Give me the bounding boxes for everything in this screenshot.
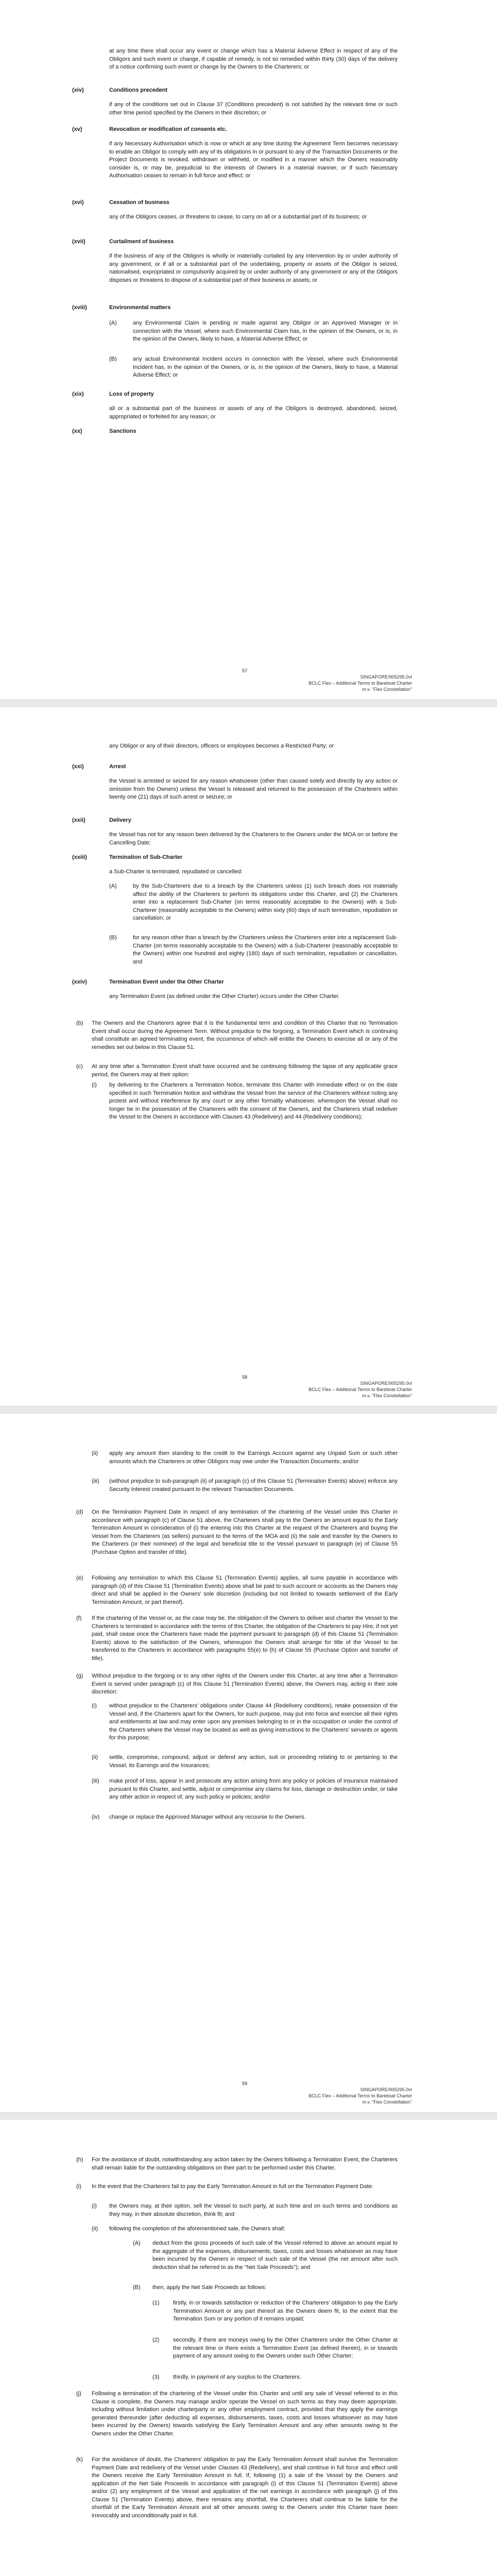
c-item-body-ii: apply any amount then standing to the credit to the Earnings Account against any Unpaid Sum or such other amounts which the Charterers or other Obligors may owe under the Transaction Documents; and/or [109,1450,398,1465]
item-number-xvi: (xvi) [72,199,84,206]
b-list-number-1: (1) [152,2300,160,2306]
sub-charter-body-b: for any reason other than a breach by the Charterers unless the Charterers enter into a replacement Sub-Charter (on terms reasonably acceptable to the Owners) with a Sub-Charterer (reasonably acceptable to the Owners) within one hundred and eighty (180) days of such termination, repudiation or cancellation, and [133,935,398,965]
intro-paragraph: any Obligor or any of their directors, officers or employees becomes a Restricted Party; or [109,743,334,749]
c-item-number-i: (i) [92,1082,97,1088]
b-list-body-1: firstly, in or towards satisfaction or reduction of the Charterers' obligation to pay the Early Termination Amount or any part thereof as the Owners deem fit, to the extent that the Termination Sum or any portion of it remains unpaid; [173,2300,398,2322]
clause-number-f: (f) [76,1615,82,1621]
item-heading-delivery: Delivery [109,817,131,823]
document-page-60 [0,2120,497,2576]
clause-body-h: For the avoidance of doubt, notwithstanding any action taken by the Owners following a Termination Event, the Charterers shall remain liable for the outstanding obligations on their part to be performed under this Charter. [92,2157,398,2171]
reference-line-1: SINGAPORE/905295.0vI [360,1381,412,1386]
item-heading-revocation: Revocation or modification of consents etc. [109,126,227,132]
b-list-body-3: thirdly, in payment of any surplus to the Charterers. [173,2374,301,2380]
c-item-number-ii: (ii) [92,1450,98,1456]
clause-body-i: In the event that the Charterers fail to pay the Early Termination Amount in full on the Termination Payment Date: [92,2183,373,2190]
item-number-xx: (xx) [72,428,82,434]
item-number-xxii: (xxii) [72,817,85,823]
page-separator [0,1406,497,1414]
document-reference [309,674,412,692]
item-body-delivery: the Vessel has not for any reason been delivered by the Charterers to the Owners under the MOA on or before the Cancelling Date; [109,832,398,846]
clause-body-e: Following any termination to which this Clause 51 (Termination Events) applies, all sums payable in accordance with paragraph (d) of this Clause 51 (Termination Events) above shall be paid to such account or accounts as the Owners may direct and shall be applied in the Owners' sole discretion (including but not limited to towards settlement of the Early Termination Amount, or part thereof). [92,1575,398,1605]
clause-body-b: The Owners and the Charterers agree that it is the fundamental term and condition of this Charter that no Termination Event shall occur during the Agreement Term. Without prejudice to the forgoing, a Termination Event which is continuing shall constitute an agreed terminating event, the occurrence of which will entitle the Owners to exercise all or any of the remedies set out below in this Clause 51. [92,1020,398,1050]
clause-number-g: (g) [76,1673,83,1679]
clause-body-d: On the Termination Payment Date in respect of any termination of the chartering of the Vessel under this Charter in accordance with paragraph (c) of Clause 51 above, the Charterers shall pay to the Owners an amount equal to the Early Termination Amount in consideration of (i) the entering into this Charter at the request of the Charterers and buying the Vessel from the Charterers (as sellers) pursuant to the terms of the MOA and (ii) the sale and transfer by the Owners to the Charterers (or their nominee) of the legal and beneficial title to the Vessel pursuant to paragraph (e) of Clause 55 (Purchase Option and transfer of title). [92,1509,398,1555]
i-item-number-i: (i) [92,2203,97,2209]
item-body-curtailment: if the business of any of the Obligors is wholly or materially curtailed by any intervention by or under authority of any government, or if all or a substantial part of the undertaking, property or assets of the Obligor is seized, nationalised, expropriated or compulsorily acquired by or under authority of any government or any of the Obligors disposes or threatens to dispose of a substantial part of their business or assets; or [109,253,398,283]
item-heading-other-charter: Termination Event under the Other Charter [109,979,224,985]
c-item-body-iii: (without prejudice to sub-paragraph (ii) of paragraph (c) of this Clause 51 (Termination Events) above) enforce any Security Interest created pursuant to the relevant Transaction Documents. [109,1478,398,1493]
reference-line-2: BCLC Flex – Additional Terms to Bareboat Charter [309,681,412,686]
g-item-body-i: without prejudice to the Charterers' obligations under Clause 44 (Redelivery conditions), retake possession of the Vessel and, if the Charterers apart for the Owners, for such purpose, may put into force and exercise all their rights and entitlements at law and may enter upon any premises belonging to or in the occupation or under the control of the Charterers where the Vessel may be located as well as giving instructions to the Charterers' servants or agents for this purpose; [109,1703,398,1741]
item-heading-sanctions: Sanctions [109,428,136,434]
clause-body-k: For the avoidance of doubt, the Charterers' obligation to pay the Early Termination Amount shall survive the Termination Payment Date and redelivery of the Vessel under Clauses 43 (Redelivery), and shall continue in full force and effect until the Owners receive the Early Termination Amount in full. If, following (1) a sale of the Vessel by the Owners and application of the Net Sale Proceeds in accordance with paragraph (i) of this Clause 51 (Termination Events) above and/or (2) any employment of the Vessel and application of the net earnings in accordance with paragraph (j) of this Clause 51 (Termination Events) above, there remains any shortfall, the Charterers shall continue to be liable for the shortfall of the Early Termination Amount and all other amounts owing to the Owners under this Charter have been irrevocably and unconditionally paid in full. [92,2456,398,2519]
page-separator [0,2112,497,2121]
item-number-xviii: (xviii) [72,304,87,311]
item-number-xix: (xix) [72,391,84,397]
page-separator [0,700,497,708]
clause-number-k: (k) [76,2456,83,2463]
c-item-number-iii: (iii) [92,1478,99,1484]
b-list-body-2: secondly, if there are moneys owing by the Other Charterers under the Other Charter at the relevant time or there exists a Termination Event (as defined therein), in or towards payment of any amount owing to the Owners under such Other Charter; [173,2337,398,2359]
item-number-xiv: (xiv) [72,87,84,93]
item-heading-environmental: Environmental matters [109,304,171,311]
ii-sub-body-a: deduct from the gross proceeds of such sale of the Vessel referred to above an amount equal to the aggregate of the expenses, disbursements, taxes, costs and losses whatsoever as may have been incurred by the Owners in respect of such sale of the Vessel (the net amount after such deduction shall be referred to as the "Net Sale Proceeds"); and [152,2240,398,2270]
env-sub-body-b: any actual Environmental Incident occurs in connection with the Vessel, where such Environmental Incident has, in the opinion of the Owners, or is, in the opinion of the Owners, likely to have, a Material Adverse Effect; or [133,356,398,378]
reference-line-2: BCLC Flex – Additional Terms to Bareboat Charter [309,2093,412,2098]
g-item-body-iv: change or replace the Approved Manager without any recourse to the Owners. [109,1814,306,1820]
sub-charter-number-a: (A) [109,883,117,889]
g-item-number-iii: (iii) [92,1778,99,1784]
sub-charter-body-a: by the Sub-Charterers due to a breach by the Charterers unless (1) such breach does not materially affect the ability of the Charterers to perform its obligations under this Charter, and (2) the Charterers enter into a replacement Sub-Charter (on terms reasonably acceptable to the Owners) with a Sub-Charterer (reasonably acceptable to the Owners) within sixty (60) days of such termination, repudiation or cancellation; or [133,883,398,921]
item-number-xxi: (xxi) [72,764,84,770]
clause-number-d: (d) [76,1509,83,1515]
g-item-number-iv: (iv) [92,1814,100,1820]
page-number: 57 [242,668,247,673]
clause-body-c: At any time after a Termination Event shall have occurred and be continuing following the lapse of any applicable grace period, the Owners may at their option: [92,1063,398,1078]
b-list-number-3: (3) [152,2374,160,2380]
item-heading-loss-of-property: Loss of property [109,391,154,397]
clause-number-c: (c) [76,1063,83,1070]
g-item-body-iii: make proof of loss, appear in and prosecute any action arising from any policy or policies of insurance maintained pursuant to this Charter, and settle, adjust or compromise any claims for loss, damage or destruction under, or take any other action in respect of, any such policy or policies; and/or [109,1778,398,1800]
env-sub-number-a: (A) [109,320,117,326]
i-item-body-i: the Owners may, at their option, sell the Vessel to such party, at such time and on such terms and conditions as they may, in their absolute discretion, think fit; and [109,2203,398,2217]
env-sub-body-a: any Environmental Claim is pending or made against any Obligor or an Approved Manager or in connection with the Vessel, where such Environmental Claim has, in the opinion of the Owners, or is, in the opinion of the Owners, likely to have, a Material Adverse Effect; or [133,320,398,342]
item-heading-sub-charter: Termination of Sub-Charter [109,854,183,860]
item-heading-arrest: Arrest [109,764,126,770]
clause-number-j: (j) [76,2391,81,2397]
item-heading-curtailment: Curtailment of business [109,239,174,245]
page-number: 58 [242,1375,247,1380]
i-item-body-ii: following the completion of the aforementioned sale, the Owners shall: [109,2226,285,2232]
document-reference [309,1380,412,1399]
item-body-sub-charter: a Sub-Charter is terminated, repudiated or cancelled: [109,869,243,875]
item-number-xxiv: (xxiv) [72,979,87,985]
clause-body-g: Without prejudice to the forgoing or to any other rights of the Owners under this Charter, at any time after a Termination Event is served under paragraph (c) of this Clause 51 (Termination Events) above, the Owners may, acting in their sole discretion: [92,1673,398,1695]
g-item-number-ii: (ii) [92,1754,98,1760]
item-number-xxiii: (xxiii) [72,854,87,860]
ii-sub-number-b: (B) [133,2284,141,2291]
reference-line-3: m.v. "Flex Constellation" [362,2099,412,2105]
reference-line-1: SINGAPORE/905295.0vI [360,2087,412,2092]
reference-line-2: BCLC Flex – Additional Terms to Bareboat Charter [309,1387,412,1392]
item-body-other-charter: any Termination Event (as defined under the Other Charter) occurs under the Other Charter. [109,993,340,999]
b-list-number-2: (2) [152,2337,160,2343]
clause-number-b: (b) [76,1020,83,1026]
env-sub-number-b: (B) [109,356,117,362]
document-page-58 [0,707,497,1406]
item-body-revocation: if any Necessary Authorisation which is now or which at any time during the Agreement Term becomes necessary to enable an Obligor to comply with any of its obligations in or pursuant to any of the Transaction Documents or the Project Documents is revoked, withdrawn or withheld, or modified in a manner which the Owners reasonably consider is, or may be, prejudicial to the interests of Owners in a material manner, or if such Necessary Authorisation ceases to remain in full force and effect; or [109,141,398,179]
clause-number-i: (i) [76,2183,81,2190]
document-page-57 [0,0,497,700]
item-heading-cessation: Cessation of business [109,199,169,206]
item-number-xv: (xv) [72,126,82,132]
intro-paragraph: at any time there shall occur any event or change which has a Material Adverse Effect in respect of any of the Obligors and such event or change, if capable of remedy, is not so remedied within thirty (30) days of the delivery of a notice confirming such event or change by the Owners to the Charterers; or [109,48,398,70]
document-reference [309,2087,412,2105]
item-body-cessation: any of the Obligors ceases, or threatens to cease, to carry on all or a substantial part of its business; or [109,214,367,220]
clause-number-e: (e) [76,1575,83,1581]
sub-charter-number-b: (B) [109,935,117,941]
ii-sub-number-a: (A) [133,2240,141,2246]
item-body-loss-of-property: all or a substantial part of the business or assets of any of the Obligors is destroyed, abandoned, seized, appropriated or forfeited for any reason; or [109,405,398,420]
item-body-conditions-precedent: if any of the conditions set out in Clause 37 (Conditions precedent) is not satisfied by the relevant time or such other time period specified by the Owners in their discretion; or [109,101,398,116]
item-heading-conditions-precedent: Conditions precedent [109,87,168,93]
clause-body-j: Following a termination of the chartering of the Vessel under this Charter and until any sale of Vessel referred to in this Clause is complete, the Owners may manage and/or operate the Vessel on such terms as they may deem appropriate, including without limitation under charterparty or any other employment contract, provided that they apply the earnings generated thereunder (after deducting all expenses, disbursements, taxes, costs and losses whatsoever as may have been incurred by the Owners) towards satisfying the Early Termination Amount and any other amounts owing to the Owners under the Other Charter. [92,2391,398,2437]
c-item-body-i: by delivering to the Charterers a Termination Notice, terminate this Charter with immediate effect or on the date specified in such Termination Notice and withdraw the Vessel from the service of the Charterers without noting any protest and without interference by any court or any other formality whatsoever, whereupon the Vessel shall no longer be in the possession of the Charterers with the consent of the Owners, and the Charterers shall redeliver the Vessel to the Owners in accordance with Clauses 43 (Redelivery) and 44 (Redelivery conditions); [109,1082,398,1120]
ii-sub-body-b: then, apply the Net Sale Proceeds as follows: [152,2284,267,2291]
i-item-number-ii: (ii) [92,2226,98,2232]
document-page-59 [0,1414,497,2112]
g-item-body-ii: settle, compromise, compound, adjust or defend any action, suit or proceeding relating to or pertaining to the Vessel, its Earnings and the Insurances; [109,1754,398,1769]
g-item-number-i: (i) [92,1703,97,1709]
clause-body-f: If the chartering of the Vessel or, as the case may be, the obligation of the Owners to deliver and charter the Vessel to the Charterers is terminated in accordance with the terms of this Charter, the obligation of the Charterers to pay Hire, if not yet paid, shall cease once the Charterers have made the payment pursuant to paragraph (d) of this Clause 51 (Termination Events) above to the satisfaction of the Owners, whereupon the Owners shall arrange for title of the Vessel to be transferred to the Charterers in accordance with paragraphs 55(e) to (h) of Clause 55 (Purchase Option and transfer of title). [92,1615,398,1662]
reference-line-3: m.v. "Flex Constellation" [362,1393,412,1398]
clause-number-h: (h) [76,2157,83,2163]
reference-line-1: SINGAPORE/905295.0vI [360,674,412,680]
page-number: 59 [242,2081,247,2086]
item-number-xvii: (xvii) [72,239,85,245]
reference-line-3: m.v. "Flex Constellation" [362,687,412,692]
item-body-arrest: the Vessel is arrested or seized for any reason whatsoever (other than caused solely and directly by any action or omission from the Owners) unless the Vessel is released and returned to the possession of the Charterers within twenty one (21) days of such arrest or seizure; or [109,778,398,800]
